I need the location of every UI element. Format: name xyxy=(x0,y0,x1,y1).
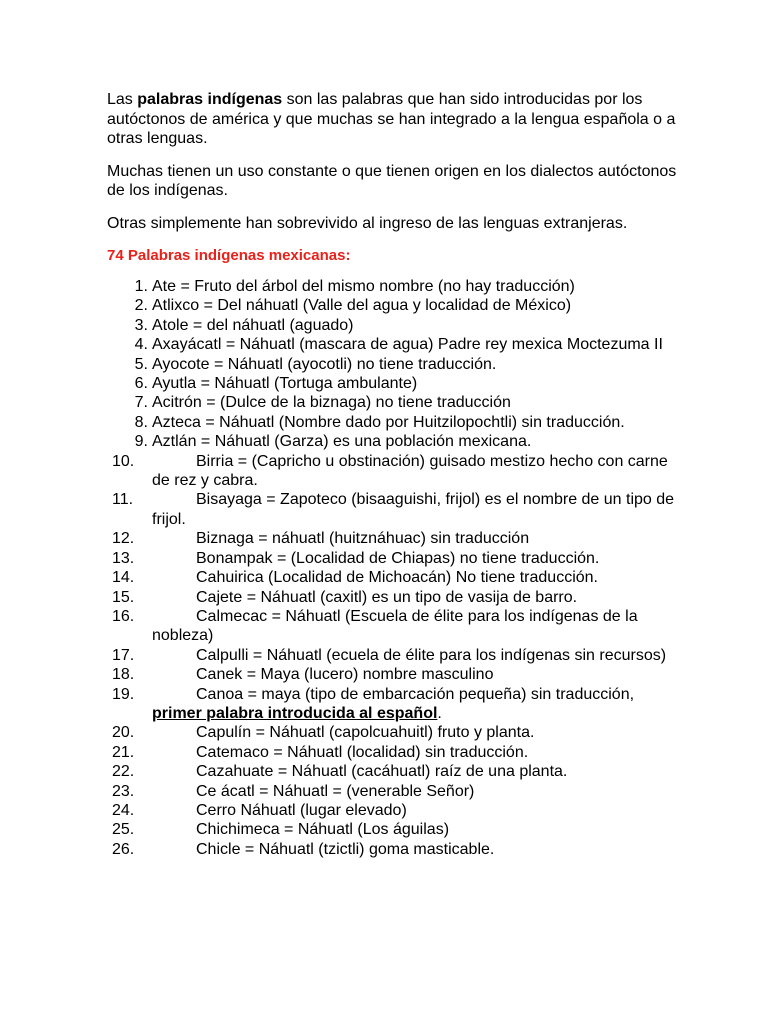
intro-paragraph-2: Muchas tienen un uso constante o que tienen origen en los dialectos autóctonos de los indígenas. xyxy=(107,162,677,199)
list-item-text: Calpulli = Náhuatl (ecuela de élite para los indígenas sin recursos) xyxy=(196,646,667,664)
list-item-number: 4. xyxy=(134,336,148,354)
list-item-text: Catemaco = Náhuatl (localidad) sin traducción. xyxy=(196,743,529,761)
list-item-number: 7. xyxy=(134,394,148,412)
list-item-text: Canoa = maya (tipo de embarcación pequeña) sin traducción, xyxy=(196,685,635,703)
list-item xyxy=(107,685,688,724)
list-item-number: 15. xyxy=(112,588,135,606)
list-item-text: Calmecac = Náhuatl (Escuela de élite para los indígenas de la nobleza) xyxy=(152,607,638,645)
list-item-text: Cajete = Náhuatl (caxitl) es un tipo de vasija de barro. xyxy=(196,588,578,606)
list-item-emphasis: primer palabra introducida al español xyxy=(152,704,438,722)
list-item-number: 3. xyxy=(134,316,148,334)
list-item-number: 25. xyxy=(112,821,135,839)
list-item-text: Axayácatl = Náhuatl (mascara de agua) Padre rey mexica Moctezuma II xyxy=(152,336,663,354)
list-item-number: 11. xyxy=(112,491,134,509)
list-item-number: 16. xyxy=(112,607,135,625)
list-item-number: 23. xyxy=(112,782,135,800)
list-item-text: Acitrón = (Dulce de la biznaga) no tiene traducción xyxy=(152,394,511,412)
list-item xyxy=(107,452,688,491)
list-item-text: Cahuirica (Localidad de Michoacán) No tiene traducción. xyxy=(196,569,598,587)
list-item-number: 17. xyxy=(112,646,135,664)
list-item-text: Ayutla = Náhuatl (Tortuga ambulante) xyxy=(152,375,418,393)
list-item-text: Aztlán = Náhuatl (Garza) es una población mexicana. xyxy=(152,433,532,451)
list-item-text: Capulín = Náhuatl (capolcuahuitl) fruto y planta. xyxy=(196,724,535,742)
list-item-number: 14. xyxy=(112,569,135,587)
list-item xyxy=(107,762,688,781)
list-item xyxy=(107,316,688,335)
list-item-number: 18. xyxy=(112,666,135,684)
list-item-text: Chichimeca = Náhuatl (Los águilas) xyxy=(196,821,450,839)
list-item xyxy=(107,549,688,568)
list-item-text: Ce ácatl = Náhuatl = (venerable Señor) xyxy=(196,782,475,800)
list-item-text: Cazahuate = Náhuatl (cacáhuatl) raíz de una planta. xyxy=(196,763,568,781)
list-item-text: Bisayaga = Zapoteco (bisaaguishi, frijol) es el nombre de un tipo de frijol. xyxy=(152,491,675,528)
list-item-number: 2. xyxy=(134,297,148,315)
list-item-number: 10. xyxy=(112,452,135,470)
list-item xyxy=(107,820,688,839)
list-item xyxy=(107,335,688,354)
list-item-text: Biznaga = náhuatl (huitznáhuac) sin traducción xyxy=(196,530,530,548)
list-item-number: 12. xyxy=(112,530,135,548)
intro-paragraph-3: Otras simplemente han sobrevivido al ingreso de las lenguas extranjeras. xyxy=(107,214,628,232)
list-item-tail: . xyxy=(437,704,442,722)
list-item-text: Canek = Maya (lucero) nombre masculino xyxy=(196,666,494,684)
list-item-text: Bonampak = (Localidad de Chiapas) no tiene traducción. xyxy=(196,549,600,567)
list-item xyxy=(107,393,688,412)
list-item-text: Azteca = Náhuatl (Nombre dado por Huitzilopochtli) sin traducción. xyxy=(152,413,625,431)
list-item xyxy=(107,413,688,432)
list-item xyxy=(107,607,688,646)
list-item xyxy=(107,568,688,587)
list-item-number: 26. xyxy=(112,840,135,858)
list-item xyxy=(107,529,688,548)
list-item xyxy=(107,782,688,801)
list-heading: 74 Palabras indígenas mexicanas: xyxy=(107,247,351,264)
list-item-number: 5. xyxy=(134,355,148,373)
list-item xyxy=(107,801,688,820)
list-item-text: Ayocote = Náhuatl (ayocotli) no tiene traducción. xyxy=(152,355,497,373)
list-item-number: 19. xyxy=(112,685,135,703)
list-item-number: 20. xyxy=(112,724,135,742)
intro-paragraph-1 xyxy=(107,90,688,149)
list-item xyxy=(107,665,688,684)
word-list xyxy=(107,277,688,859)
list-item-number: 21. xyxy=(112,743,135,761)
list-item xyxy=(107,277,688,296)
list-item xyxy=(107,646,688,665)
list-item-number: 22. xyxy=(112,763,135,781)
list-item xyxy=(107,355,688,374)
list-item-text: Chicle = Náhuatl (tzictli) goma masticable. xyxy=(196,840,495,858)
list-item-text: Atlixco = Del náhuatl (Valle del agua y localidad de México) xyxy=(152,297,572,315)
list-item-text: Ate = Fruto del árbol del mismo nombre (no hay traducción) xyxy=(152,278,575,295)
list-item-text: Atole = del náhuatl (aguado) xyxy=(152,316,354,334)
list-item-number: 6. xyxy=(134,375,148,393)
list-item xyxy=(107,374,688,393)
list-item-text: Birria = (Capricho u obstinación) guisado mestizo hecho con carne de rez y cabra. xyxy=(152,452,668,490)
list-item-number: 13. xyxy=(112,549,135,567)
intro-text: Las xyxy=(107,91,138,108)
list-item xyxy=(107,588,688,607)
list-item xyxy=(107,743,688,762)
list-item xyxy=(107,840,688,859)
list-item-text: Cerro Náhuatl (lugar elevado) xyxy=(196,801,407,819)
list-item xyxy=(107,432,688,451)
list-item xyxy=(107,296,688,315)
list-item xyxy=(107,490,688,529)
list-item-number: 8. xyxy=(134,413,148,431)
intro-bold-term: palabras indígenas xyxy=(137,91,283,108)
intro-text-continued: son las palabras que han sido introducidas por los autóctonos de américa y que muchas se han integrado a la lengua española o a otras lenguas. xyxy=(107,91,676,147)
list-item-number: 9. xyxy=(134,433,148,451)
list-item xyxy=(107,723,688,742)
list-item-number: 1. xyxy=(134,278,148,295)
list-item-number: 24. xyxy=(112,801,135,819)
